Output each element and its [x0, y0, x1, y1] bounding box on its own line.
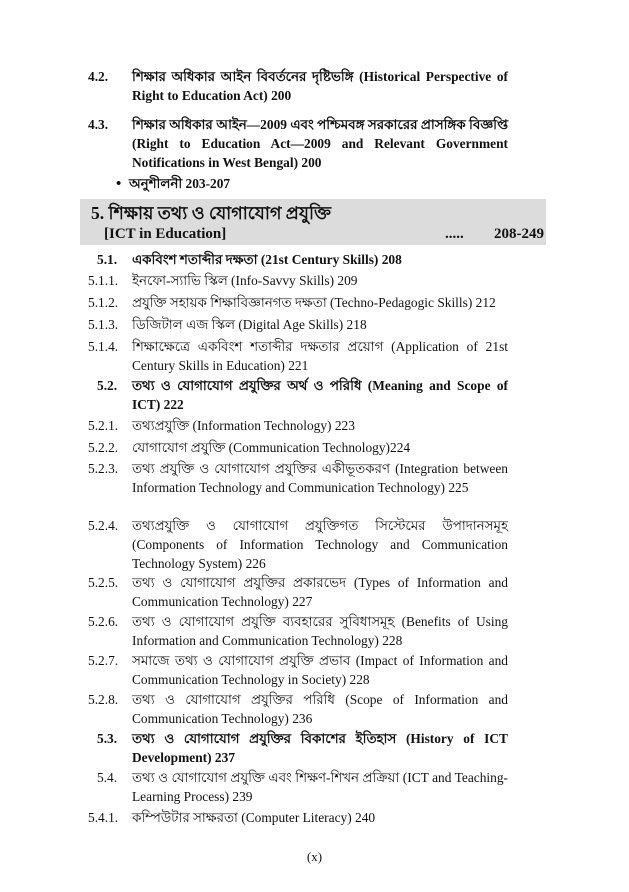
chapter-subtitle-row [104, 224, 544, 244]
entry-number: 4.2. [88, 69, 109, 84]
entry-text: প্রযুক্তি সহায়ক শিক্ষাবিজ্ঞানগত দক্ষতা (Techno-Pedagogic Skills) 212 [132, 295, 496, 310]
toc-entry [88, 573, 508, 611]
entry-text: তথ্য ও যোগাযোগ প্রযুক্তি এবং শিক্ষণ-শিখন প্রক্রিয়া (ICT and Teaching-Learning Process) 239 [132, 770, 508, 804]
entry-text: ডিজিটাল এজ স্কিল (Digital Age Skills) 218 [132, 317, 367, 332]
entry-text: তথ্য প্রযুক্তি ও যোগাযোগ প্রযুক্তির একীভূতকরণ (Integration between Information Technology and Communication Technology) 225 [132, 461, 508, 495]
toc-entry-4-2 [88, 67, 508, 105]
entry-number: 5.2.3. [88, 461, 119, 476]
entry-number: 5.4.1. [88, 810, 119, 825]
toc-entry [88, 768, 508, 806]
toc-entry-4-3 [88, 115, 508, 172]
toc-entry [88, 651, 508, 689]
entry-number: 5.4. [97, 770, 118, 785]
entry-number: 5.3. [97, 731, 118, 746]
entry-text: তথ্য ও যোগাযোগ প্রযুক্তির পরিধি (Scope of Information and Communication Technology) 236 [132, 692, 508, 726]
toc-entry [88, 516, 508, 573]
toc-entry [88, 808, 508, 827]
entry-text: যোগাযোগ প্রযুক্তি (Communication Technology)224 [132, 440, 411, 455]
bullet-icon: • [116, 176, 122, 192]
chapter-leader-dots: ..... [445, 226, 464, 242]
toc-entry [88, 438, 508, 457]
entry-number: 5.1.3. [88, 317, 119, 332]
entry-number: 5.2. [97, 378, 118, 393]
entry-number: 5.2.6. [88, 614, 119, 629]
entry-text: শিক্ষার অধিকার আইন বিবর্তনের দৃষ্টিভঙ্গি (Historical Perspective of Right to Education Act) 200 [132, 69, 508, 103]
entry-number: 5.2.8. [88, 692, 119, 707]
toc-entry [88, 250, 508, 269]
entry-number: 5.2.7. [88, 653, 119, 668]
entry-text: সমাজে তথ্য ও যোগাযোগ প্রযুক্তি প্রভাব (Impact of Information and Communication Technology in Society) 228 [132, 653, 508, 687]
toc-entry [88, 376, 508, 414]
entry-number: 5.1.2. [88, 295, 119, 310]
entry-number: 5.1.1. [88, 273, 119, 288]
toc-entry [88, 293, 508, 312]
entry-text: তথ্য ও যোগাযোগ প্রযুক্তির বিকাশের ইতিহাস (History of ICT Development) 237 [132, 731, 508, 765]
entry-text: একবিংশ শতাব্দীর দক্ষতা (21st Century Skills) 208 [132, 252, 402, 267]
entry-text: তথ্য ও যোগাযোগ প্রযুক্তির প্রকারভেদ (Types of Information and Communication Technology) 227 [132, 575, 508, 609]
toc-entry [88, 337, 508, 375]
chapter-title: 5. শিক্ষায় তথ্য ও যোগাযোগ প্রযুক্তি [91, 203, 331, 223]
entry-text: শিক্ষাক্ষেত্রে একবিংশ শতাব্দীর দক্ষতার প্রয়োগ (Application of 21st Century Skills in Education) 221 [132, 339, 508, 373]
toc-entry [88, 729, 508, 767]
toc-entry [88, 690, 508, 728]
entry-text: তথ্যপ্রযুক্তি (Information Technology) 223 [132, 418, 355, 433]
entry-text: তথ্য ও যোগাযোগ প্রযুক্তির অর্থ ও পরিধি (Meaning and Scope of ICT) 222 [132, 378, 508, 412]
chapter-subtitle: [ICT in Education] [104, 226, 227, 242]
toc-entry [88, 459, 508, 497]
toc-entry [88, 315, 508, 334]
entry-text: তথ্য ও যোগাযোগ প্রযুক্তি ব্যবহারের সুবিধাসমূহ (Benefits of Using Information and Communication Technology) 228 [132, 614, 508, 648]
entry-number: 5.2.1. [88, 418, 119, 433]
entry-number: 5.1. [97, 252, 118, 267]
toc-entry [88, 416, 508, 435]
entry-number: 5.2.5. [88, 575, 119, 590]
entry-text: শিক্ষার অধিকার আইন—2009 এবং পশ্চিমবঙ্গ সরকারের প্রাসঙ্গিক বিজ্ঞপ্তি (Right to Education Act—2009 and Relevant Government Notifications in West Bengal) 200 [132, 117, 508, 170]
exercise-text: অনুশীলনী 203-207 [129, 176, 231, 191]
exercise-bullet [116, 174, 230, 194]
toc-entry [88, 271, 508, 290]
entry-number: 4.3. [88, 117, 109, 132]
entry-number: 5.1.4. [88, 339, 119, 354]
entry-number: 5.2.2. [88, 440, 119, 455]
entry-text: কম্পিউটার সাক্ষরতা (Computer Literacy) 240 [132, 810, 376, 825]
chapter-pages: 208-249 [494, 226, 544, 242]
entry-text: তথ্যপ্রযুক্তি ও যোগাযোগ প্রযুক্তিগত সিস্টেমের উপাদানসমূহ (Components of Information Technology and Communication Technology System) 226 [132, 518, 508, 571]
entry-number: 5.2.4. [88, 518, 119, 533]
page-number: (x) [306, 849, 323, 864]
entry-text: ইনফো-স্যাভি স্কিল (Info-Savvy Skills) 209 [132, 273, 358, 288]
toc-entry [88, 612, 508, 650]
